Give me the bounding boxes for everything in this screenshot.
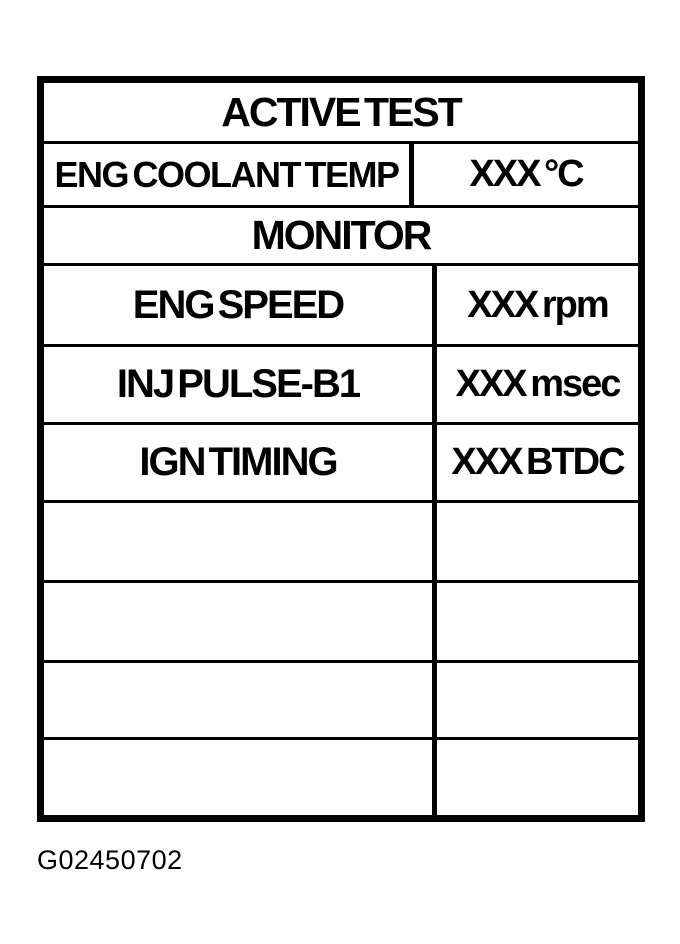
value-label: XXX rpm	[467, 283, 608, 326]
table-row-eng-coolant-temp	[44, 141, 638, 205]
table-row-inj-pulse-b1	[44, 344, 638, 422]
param-label: INJ PULSE-B1	[116, 362, 360, 406]
param-label: ENG SPEED	[132, 282, 344, 327]
param-cell	[44, 663, 432, 737]
table-row-empty-1	[44, 500, 638, 580]
table-row-monitor-header	[44, 205, 638, 263]
param-cell	[44, 144, 409, 205]
value-label: XXX BTDC	[451, 441, 624, 483]
table-row-ign-timing	[44, 422, 638, 500]
param-cell	[44, 266, 432, 344]
value-cell	[437, 425, 638, 500]
param-cell	[44, 425, 432, 500]
table-row-active-test-header	[44, 83, 638, 141]
param-label: IGN TIMING	[139, 440, 337, 484]
figure-id-caption: G02450702	[37, 845, 183, 875]
value-cell	[437, 503, 638, 580]
value-label: XXX msec	[455, 363, 620, 405]
value-cell	[437, 583, 638, 660]
value-cell	[437, 663, 638, 737]
param-cell	[44, 740, 432, 815]
value-cell	[437, 347, 638, 422]
value-cell	[437, 740, 638, 815]
value-label: XXX °C	[469, 153, 583, 195]
table-row-eng-speed	[44, 263, 638, 344]
section-header-cell	[44, 208, 638, 263]
section-header-label: MONITOR	[251, 212, 431, 258]
section-header-label: ACTIVE TEST	[221, 88, 461, 135]
value-cell	[437, 266, 638, 344]
param-cell	[44, 503, 432, 580]
param-cell	[44, 347, 432, 422]
param-cell	[44, 583, 432, 660]
table-row-empty-2	[44, 580, 638, 660]
value-cell	[414, 144, 638, 205]
section-header-cell	[44, 83, 638, 141]
scan-tool-display-table	[37, 76, 645, 822]
param-label: ENG COOLANT TEMP	[54, 153, 399, 195]
table-row-empty-3	[44, 660, 638, 737]
table-row-empty-4	[44, 737, 638, 815]
